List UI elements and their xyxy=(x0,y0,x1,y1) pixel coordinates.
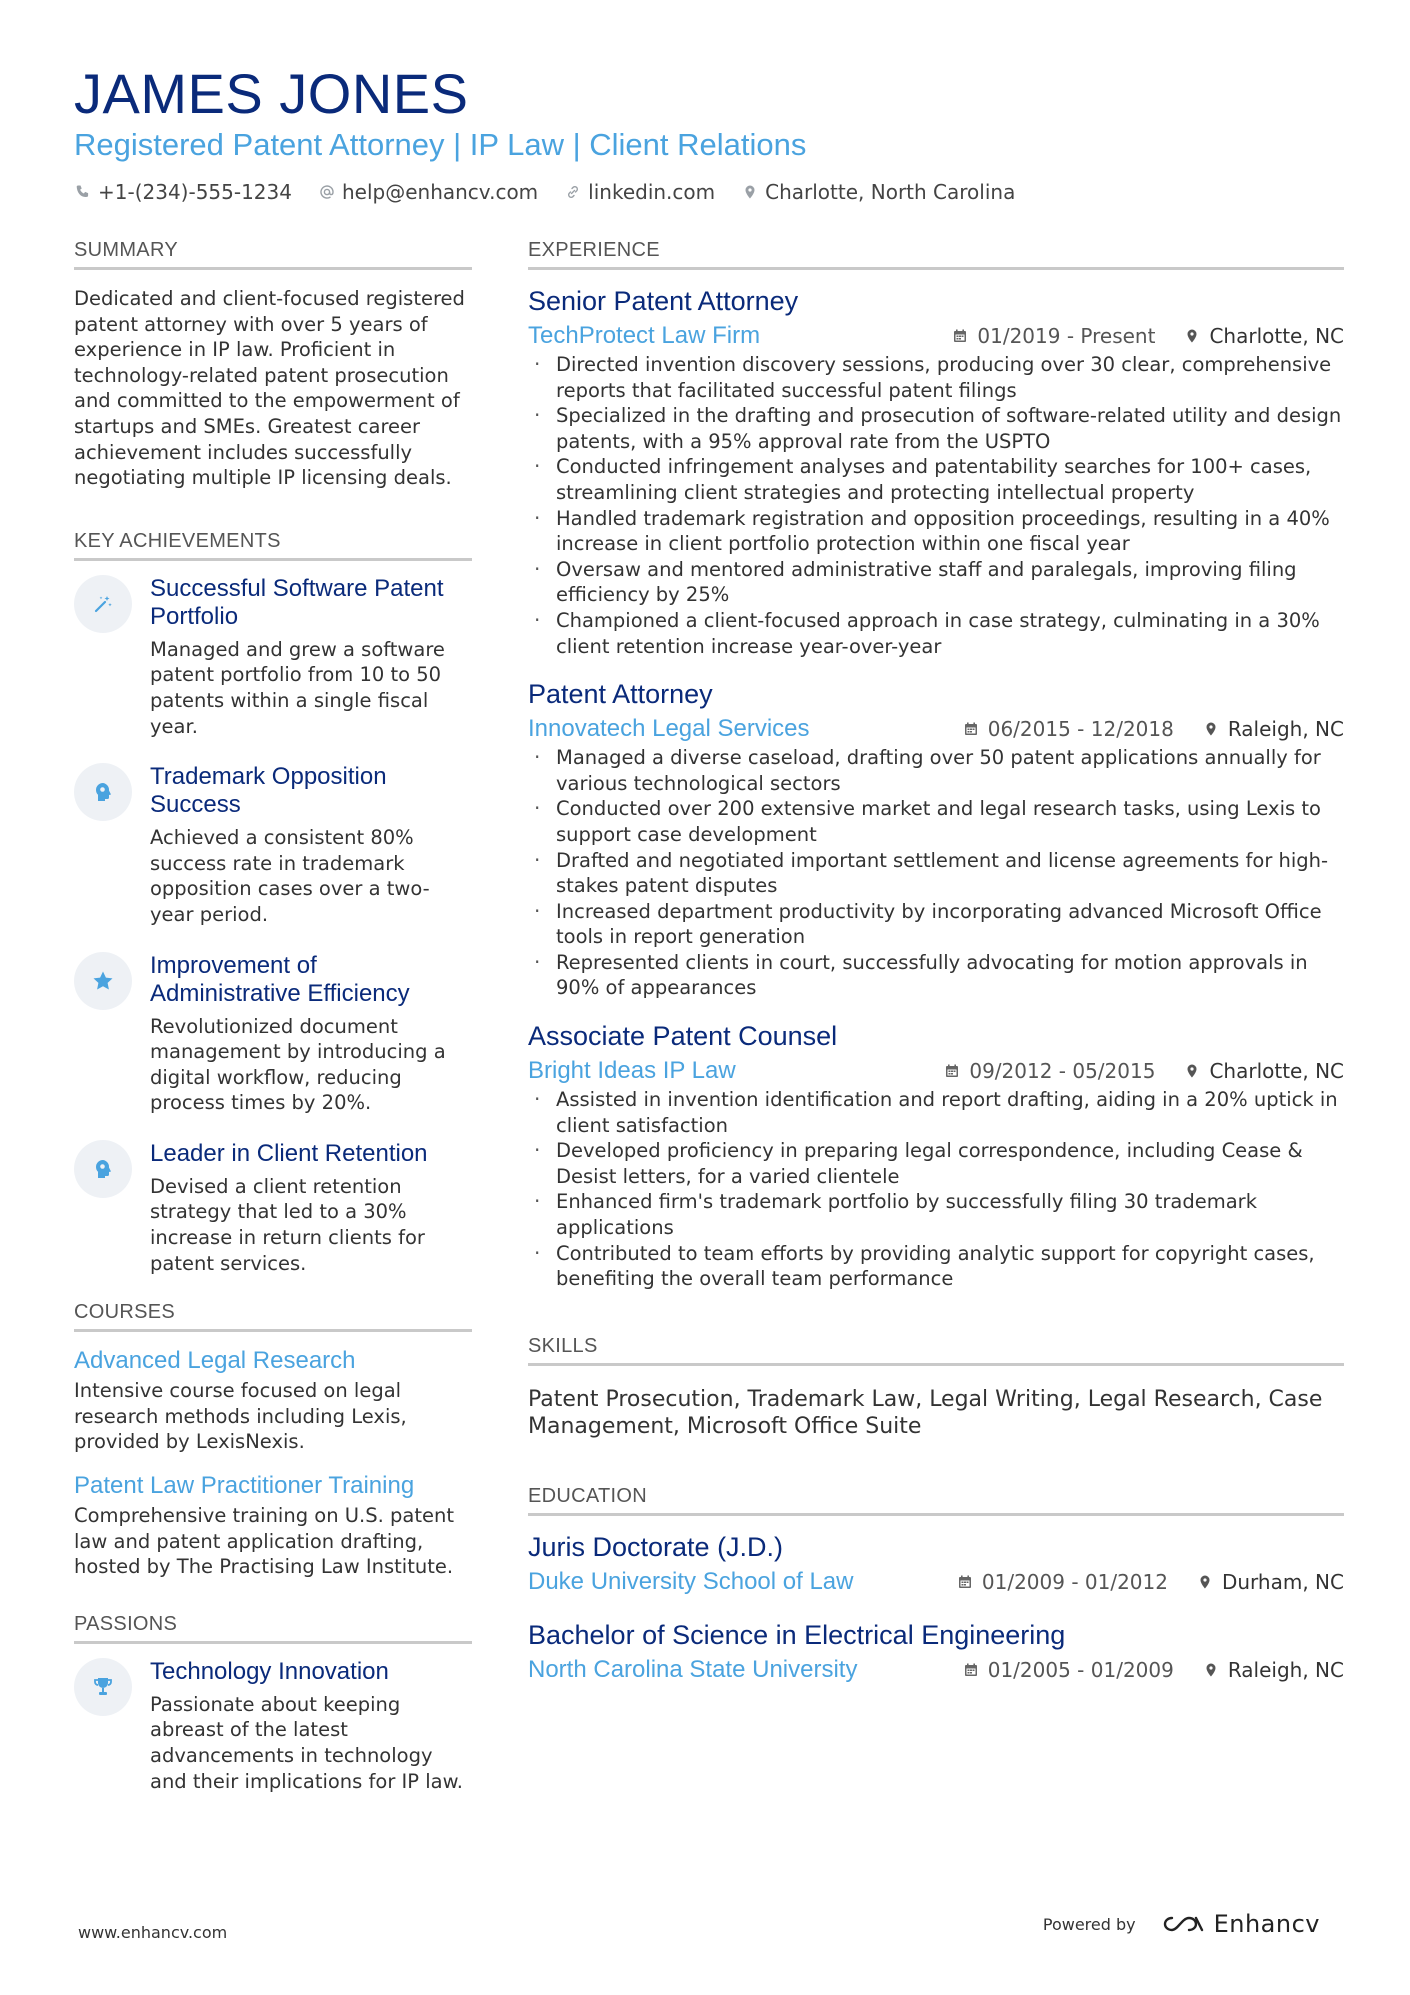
job-bullet: · Drafted and negotiated important settlement and license agreements for high-stakes patent disputes xyxy=(528,848,1344,899)
powered-by-text: Powered by xyxy=(1042,1914,1136,1934)
email-text: help@enhancv.com xyxy=(341,180,539,204)
course-title: Patent Law Practitioner Training xyxy=(74,1472,415,1500)
summary-text: Dedicated and client-focused registered patent attorney with over 5 years of experience in IP law. Proficient in technology-related patent prosecution and committed to the empowerment of startups and SMEs. Greatest career achievement includes successfully negotiating multiple IP licensing deals. xyxy=(74,287,465,490)
job-subheader xyxy=(528,320,1344,352)
passion-item xyxy=(74,1658,472,1794)
head-brain-icon xyxy=(74,1140,132,1198)
job-entry xyxy=(528,284,1344,659)
job-subheader xyxy=(528,1055,1344,1087)
contact-location xyxy=(741,180,1015,204)
summary-section xyxy=(74,238,472,491)
achievement-title: Successful Software Patent Portfolio xyxy=(150,574,444,630)
achievement-title: Trademark Opposition Success xyxy=(150,763,387,819)
trophy-icon xyxy=(74,1658,132,1716)
job-bullets xyxy=(528,1087,1344,1292)
location-pin-icon xyxy=(741,183,759,201)
job-meta xyxy=(951,324,1344,348)
courses-heading: COURSES xyxy=(74,1300,472,1332)
education-section xyxy=(528,1484,1344,1686)
education-meta xyxy=(956,1570,1344,1594)
job-location xyxy=(1183,1059,1344,1083)
course-desc: Intensive course focused on legal research methods including Lexis, provided by LexisNexis. xyxy=(74,1379,407,1454)
achievement-desc: Managed and grew a software patent portfolio from 10 to 50 patents within a single fiscal year. xyxy=(150,637,445,738)
location-text: Charlotte, North Carolina xyxy=(765,180,1016,204)
job-dates-text: 01/2019 - Present xyxy=(977,324,1156,348)
job-dates xyxy=(962,717,1174,741)
job-bullets xyxy=(528,352,1344,659)
footer-website[interactable]: www.enhancv.com xyxy=(78,1923,228,1942)
job-bullet: · Contributed to team efforts by providing analytic support for copyright cases, benefiting the overall team performance xyxy=(528,1241,1344,1292)
job-bullet: · Developed proficiency in preparing legal correspondence, including Cease & Desist letters, for a varied clientele xyxy=(528,1138,1344,1189)
linkedin-text: linkedin.com xyxy=(588,180,716,204)
contact-email[interactable] xyxy=(318,180,538,204)
education-dates xyxy=(962,1658,1174,1682)
degree-title: Bachelor of Science in Electrical Engineering xyxy=(528,1619,1066,1650)
contact-phone[interactable] xyxy=(74,180,292,204)
education-subheader xyxy=(528,1566,1344,1598)
course-desc: Comprehensive training on U.S. patent law and patent application drafting, hosted by The Practising Law Institute. xyxy=(74,1504,454,1579)
skills-heading: SKILLS xyxy=(528,1334,1344,1366)
achievements-heading: KEY ACHIEVEMENTS xyxy=(74,529,472,561)
education-meta xyxy=(962,1658,1344,1682)
passion-title: Technology Innovation xyxy=(150,1657,389,1685)
calendar-icon xyxy=(962,720,980,738)
job-dates xyxy=(951,324,1155,348)
phone-text: +1-(234)-555-1234 xyxy=(98,180,292,204)
achievement-desc: Revolutionized document management by introducing a digital workflow, reducing process times by 20%. xyxy=(150,1014,446,1115)
calendar-icon xyxy=(951,327,969,345)
passion-desc: Passionate about keeping abreast of the latest advancements in technology and their implications for IP law. xyxy=(150,1692,463,1793)
job-title: Associate Patent Counsel xyxy=(528,1021,838,1052)
achievement-title: Improvement of Administrative Efficiency xyxy=(150,951,410,1007)
achievements-list xyxy=(74,575,472,1277)
education-location xyxy=(1202,1658,1344,1682)
experience-heading: EXPERIENCE xyxy=(528,238,1344,270)
school-name: Duke University School of Law xyxy=(528,1567,854,1595)
location-pin-icon xyxy=(1202,1661,1220,1679)
job-location-text: Charlotte, NC xyxy=(1209,1059,1344,1084)
job-dates-text: 09/2012 - 05/2015 xyxy=(969,1059,1156,1084)
contact-bar xyxy=(74,178,1344,206)
education-dates-text: 01/2005 - 01/2009 xyxy=(987,1657,1174,1682)
job-bullet: · Oversaw and mentored administrative staff and paralegals, improving filing efficiency by 25% xyxy=(528,557,1344,608)
skills-section xyxy=(528,1334,1344,1440)
job-bullet: · Championed a client-focused approach in case strategy, culminating in a 30% client retention increase year-over-year xyxy=(528,608,1344,659)
passions-list xyxy=(74,1658,472,1794)
resume-page xyxy=(74,62,1344,1793)
location-pin-icon xyxy=(1183,1062,1201,1080)
job-bullet: · Conducted infringement analyses and patentability searches for 100+ cases, streamlining client strategies and protecting intellectual property xyxy=(528,454,1344,505)
company-name: Bright Ideas IP Law xyxy=(528,1057,736,1085)
job-bullet: · Managed a diverse caseload, drafting over 50 patent applications annually for various technological sectors xyxy=(528,745,1344,796)
education-dates xyxy=(956,1570,1168,1594)
at-icon xyxy=(318,183,336,201)
phone-icon xyxy=(74,183,92,201)
job-location-text: Charlotte, NC xyxy=(1209,324,1344,348)
candidate-title: Registered Patent Attorney | IP Law | Client Relations xyxy=(74,127,807,162)
course-item xyxy=(74,1471,472,1580)
passions-section xyxy=(74,1612,472,1794)
left-column xyxy=(74,238,472,1818)
job-bullet: · Conducted over 200 extensive market and legal research tasks, using Lexis to support case development xyxy=(528,796,1344,847)
achievement-desc: Achieved a consistent 80% success rate in trademark opposition cases over a two-year period. xyxy=(150,826,430,926)
job-bullet: · Directed invention discovery sessions, producing over 30 clear, comprehensive reports that facilitated successful patent filings xyxy=(528,352,1344,403)
achievement-item xyxy=(74,575,472,739)
job-entry xyxy=(528,677,1344,1001)
passions-heading: PASSIONS xyxy=(74,1612,472,1644)
job-bullet: · Handled trademark registration and opposition proceedings, resulting in a 40% increase in client portfolio protection within one fiscal year xyxy=(528,506,1344,557)
job-location-text: Raleigh, NC xyxy=(1227,717,1344,742)
summary-heading: SUMMARY xyxy=(74,238,472,270)
course-item xyxy=(74,1346,472,1455)
head-brain-icon xyxy=(74,763,132,821)
job-bullet: · Enhanced firm's trademark portfolio by successfully filing 30 trademark applications xyxy=(528,1189,1344,1240)
job-location xyxy=(1202,717,1344,741)
job-meta xyxy=(962,717,1344,741)
brand-name: Enhancv xyxy=(1213,1910,1320,1938)
school-name: North Carolina State University xyxy=(528,1655,858,1683)
courses-section xyxy=(74,1300,472,1580)
infinity-logo-icon xyxy=(1160,1910,1206,1938)
job-dates-text: 06/2015 - 12/2018 xyxy=(987,717,1174,742)
job-bullets xyxy=(528,745,1344,1001)
achievement-item xyxy=(74,763,472,927)
education-heading: EDUCATION xyxy=(528,1484,1344,1516)
magic-wand-icon xyxy=(74,575,132,633)
job-entry xyxy=(528,1019,1344,1292)
calendar-icon xyxy=(962,1661,980,1679)
enhancv-logo[interactable] xyxy=(1160,1910,1320,1938)
job-bullet: · Specialized in the drafting and prosecution of software-related utility and design patents, with a 95% approval rate from the USPTO xyxy=(528,403,1344,454)
job-title: Patent Attorney xyxy=(528,679,713,710)
job-bullet: · Represented clients in court, successfully advocating for motion approvals in 90% of appearances xyxy=(528,950,1344,1001)
achievement-desc: Devised a client retention strategy that led to a 30% increase in return clients for patent services. xyxy=(150,1174,425,1275)
job-meta xyxy=(943,1059,1344,1083)
calendar-icon xyxy=(943,1062,961,1080)
education-location-text: Raleigh, NC xyxy=(1227,1657,1344,1682)
education-subheader xyxy=(528,1654,1344,1686)
right-column xyxy=(528,238,1344,1686)
achievement-item xyxy=(74,1140,472,1276)
location-pin-icon xyxy=(1196,1573,1214,1591)
footer-branding xyxy=(1043,1910,1320,1938)
job-location xyxy=(1183,324,1344,348)
achievement-item xyxy=(74,952,472,1116)
job-dates xyxy=(943,1059,1155,1083)
degree-title: Juris Doctorate (J.D.) xyxy=(528,1531,784,1562)
job-subheader xyxy=(528,713,1344,745)
location-pin-icon xyxy=(1202,720,1220,738)
job-title: Senior Patent Attorney xyxy=(528,286,799,316)
star-icon xyxy=(74,952,132,1010)
job-bullet: · Assisted in invention identification and report drafting, aiding in a 20% uptick in client satisfaction xyxy=(528,1087,1344,1138)
education-entry xyxy=(528,1530,1344,1598)
company-name: TechProtect Law Firm xyxy=(528,322,761,349)
education-dates-text: 01/2009 - 01/2012 xyxy=(981,1569,1168,1594)
achievements-section xyxy=(74,529,472,1277)
link-icon xyxy=(564,183,582,201)
course-title: Advanced Legal Research xyxy=(74,1347,356,1375)
location-pin-icon xyxy=(1183,327,1201,345)
experience-section xyxy=(528,238,1344,1292)
job-bullet: · Increased department productivity by incorporating advanced Microsoft Office tools in report generation xyxy=(528,899,1344,950)
candidate-name: JAMES JONES xyxy=(74,62,469,125)
calendar-icon xyxy=(956,1573,974,1591)
skills-text: Patent Prosecution, Trademark Law, Legal Writing, Legal Research, Case Management, Microsoft Office Suite xyxy=(528,1386,1323,1439)
education-location-text: Durham, NC xyxy=(1221,1569,1344,1594)
education-location xyxy=(1196,1570,1344,1594)
achievement-title: Leader in Client Retention xyxy=(150,1139,428,1167)
education-entry xyxy=(528,1618,1344,1686)
contact-linkedin[interactable] xyxy=(564,180,715,204)
company-name: Innovatech Legal Services xyxy=(528,715,810,743)
